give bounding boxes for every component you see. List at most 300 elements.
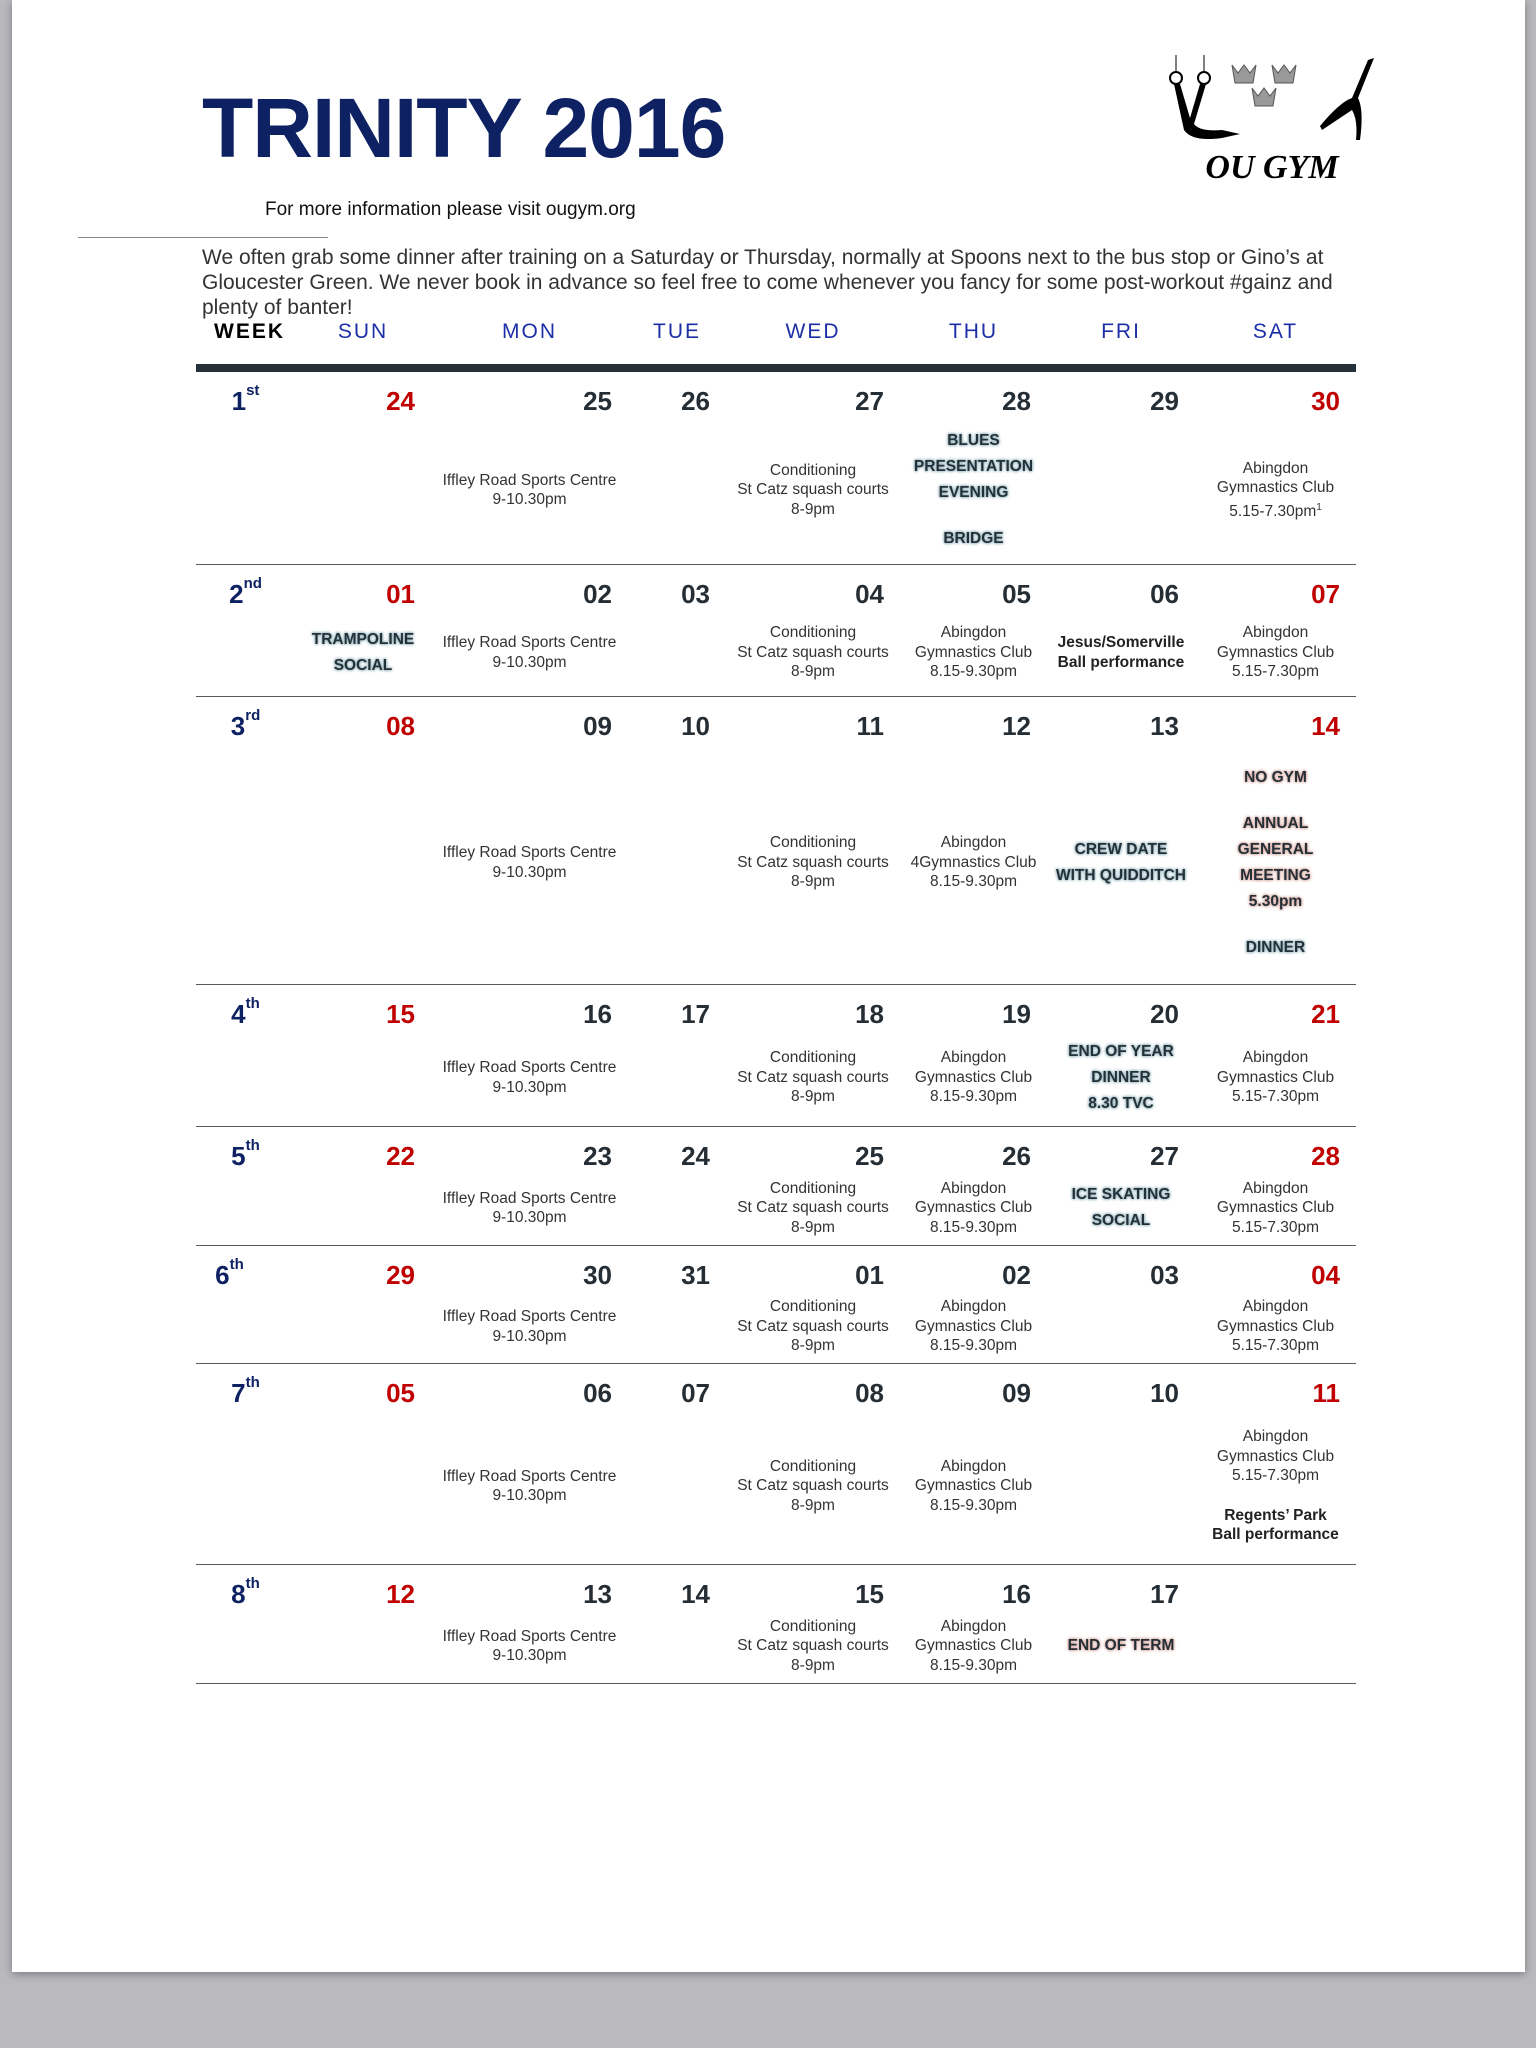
day-cell bbox=[628, 1246, 726, 1363]
event-line bbox=[915, 643, 1032, 663]
day-cell bbox=[1047, 1127, 1195, 1245]
week-suffix: th bbox=[245, 1374, 260, 1391]
event-line bbox=[915, 1218, 1032, 1238]
event bbox=[1217, 1179, 1334, 1238]
event-text: 8.15-9.30pm bbox=[929, 873, 1017, 891]
day-number: 01 bbox=[855, 1260, 884, 1290]
event-line bbox=[737, 1496, 889, 1516]
event bbox=[443, 1467, 617, 1506]
day-cell bbox=[628, 565, 726, 696]
event bbox=[911, 833, 1037, 892]
header-thu: THU bbox=[948, 320, 999, 343]
event-text: Gymnastics Club bbox=[1216, 1199, 1335, 1217]
event-text: END OF YEAR bbox=[1068, 1042, 1174, 1060]
event-text: Iffley Road Sports Centre bbox=[442, 1189, 617, 1207]
week-suffix: th bbox=[245, 1575, 260, 1592]
day-cell bbox=[628, 697, 726, 984]
event-text: St Catz squash courts bbox=[737, 643, 889, 661]
day-cell bbox=[726, 1127, 900, 1245]
event-line bbox=[914, 428, 1033, 454]
day-cell bbox=[1047, 565, 1195, 696]
ou-gym-logo bbox=[1162, 50, 1382, 190]
event-line bbox=[737, 643, 889, 663]
event-line bbox=[443, 1467, 617, 1487]
day-number: 01 bbox=[386, 579, 415, 609]
day-number: 21 bbox=[1311, 999, 1340, 1029]
day-cell bbox=[628, 985, 726, 1126]
event-text: Gymnastics Club bbox=[914, 643, 1033, 661]
event-line bbox=[1056, 837, 1186, 863]
event-line bbox=[1058, 653, 1185, 673]
day-number: 06 bbox=[1150, 579, 1179, 609]
day-number: 23 bbox=[583, 1141, 612, 1171]
event-text: CREW DATE bbox=[1074, 840, 1168, 858]
header-bar bbox=[196, 364, 1356, 372]
event-text: ICE SKATING bbox=[1071, 1186, 1171, 1203]
day-number: 22 bbox=[386, 1141, 415, 1171]
event-line bbox=[737, 1336, 889, 1356]
event-text: 8-9pm bbox=[791, 1337, 835, 1355]
event-text: Gymnastics Club bbox=[914, 1317, 1033, 1335]
event-line bbox=[915, 1496, 1032, 1516]
event-text: 4Gymnastics Club bbox=[910, 853, 1037, 871]
day-cell bbox=[726, 565, 900, 696]
event-text: 8.15-9.30pm bbox=[929, 1656, 1018, 1674]
event-text: Abingdon bbox=[940, 1049, 1007, 1067]
day-number: 11 bbox=[856, 711, 884, 741]
event-line bbox=[443, 1486, 617, 1506]
event-line bbox=[737, 853, 889, 873]
week-row bbox=[196, 985, 1356, 1127]
event-text: Abingdon bbox=[940, 834, 1007, 852]
event-line bbox=[915, 1179, 1032, 1199]
day-number: 27 bbox=[1150, 1141, 1179, 1171]
day-cell bbox=[726, 1246, 900, 1363]
event-line bbox=[1238, 811, 1314, 837]
event-line bbox=[1217, 662, 1334, 682]
day-number: 10 bbox=[1150, 1378, 1179, 1408]
day-cell bbox=[431, 1127, 628, 1245]
event-text: DINNER bbox=[1091, 1068, 1151, 1086]
day-cell bbox=[628, 372, 726, 564]
event-text: Conditioning bbox=[769, 834, 857, 852]
event-line bbox=[1217, 498, 1334, 522]
event-text: Regents’ Park bbox=[1224, 1506, 1327, 1524]
day-cell bbox=[1047, 372, 1195, 564]
event-text: Iffley Road Sports Centre bbox=[442, 844, 617, 861]
day-cell bbox=[900, 1364, 1047, 1564]
day-number: 03 bbox=[681, 579, 710, 609]
event-line bbox=[1217, 1179, 1334, 1199]
week-number: 5 bbox=[231, 1141, 246, 1171]
event-text: 8.15-9.30pm bbox=[929, 1088, 1018, 1106]
event-text: EVENING bbox=[938, 484, 1009, 501]
event-text: Iffley Road Sports Centre bbox=[442, 471, 617, 489]
day-cell bbox=[295, 372, 431, 564]
day-cell bbox=[1195, 1127, 1356, 1245]
event-line bbox=[1217, 643, 1334, 663]
event-text: 9-10.30pm bbox=[492, 491, 567, 508]
day-cell bbox=[1195, 697, 1356, 984]
day-number: 29 bbox=[386, 1260, 415, 1290]
day-cell bbox=[900, 1246, 1047, 1363]
event-line bbox=[915, 623, 1032, 643]
event-line bbox=[737, 833, 889, 853]
event-line bbox=[737, 1297, 889, 1317]
event-line bbox=[1244, 765, 1307, 791]
event-text: 5.15-7.30pm bbox=[1231, 1218, 1320, 1236]
event-line bbox=[1212, 1506, 1339, 1526]
event-text: 8-9pm bbox=[791, 1656, 835, 1674]
day-number: 05 bbox=[1002, 579, 1031, 609]
event-text: TRAMPOLINE bbox=[311, 630, 415, 648]
event bbox=[443, 1058, 617, 1097]
event-text: St Catz squash courts bbox=[737, 1068, 889, 1086]
event-text: ANNUAL bbox=[1242, 814, 1309, 832]
week-number: 6 bbox=[215, 1260, 230, 1290]
event-line bbox=[737, 662, 889, 682]
header-sun: SUN bbox=[337, 320, 389, 343]
event bbox=[915, 1457, 1032, 1516]
event-line bbox=[737, 500, 889, 520]
event-text: Abingdon bbox=[940, 624, 1007, 642]
day-cell bbox=[1195, 565, 1356, 696]
event-line bbox=[1217, 1218, 1334, 1238]
event-line bbox=[737, 1198, 889, 1218]
header-fri: FRI bbox=[1101, 320, 1141, 343]
week-label bbox=[196, 1374, 295, 1409]
event-text: 8-9pm bbox=[791, 1088, 835, 1106]
week-label bbox=[180, 1256, 279, 1291]
day-cell bbox=[295, 1364, 431, 1564]
event bbox=[737, 1457, 889, 1516]
event bbox=[1068, 1039, 1174, 1117]
event bbox=[915, 1297, 1032, 1356]
event-line bbox=[915, 1636, 1032, 1656]
event-line bbox=[1217, 459, 1334, 479]
day-cell bbox=[726, 697, 900, 984]
event-line bbox=[737, 1179, 889, 1199]
day-cell bbox=[628, 1565, 726, 1683]
event-text: 8-9pm bbox=[791, 663, 835, 681]
event bbox=[1244, 765, 1307, 791]
event-text: Conditioning bbox=[769, 624, 857, 642]
day-cell bbox=[295, 565, 431, 696]
event-text: Gymnastics Club bbox=[914, 1199, 1033, 1217]
event-line bbox=[1217, 1427, 1334, 1447]
event-line bbox=[1217, 1447, 1334, 1467]
day-cell bbox=[726, 985, 900, 1126]
week-suffix: nd bbox=[243, 575, 262, 592]
event-line bbox=[737, 872, 889, 892]
event bbox=[443, 1627, 617, 1666]
week-suffix: th bbox=[245, 1137, 260, 1154]
event-line bbox=[737, 1617, 889, 1637]
day-cell bbox=[900, 985, 1047, 1126]
event-line bbox=[443, 1208, 617, 1228]
header-week: WEEK bbox=[214, 320, 285, 343]
event-line bbox=[915, 1476, 1032, 1496]
day-number: 08 bbox=[855, 1378, 884, 1408]
event-line bbox=[1217, 1297, 1334, 1317]
event-text: Iffley Road Sports Centre bbox=[442, 1059, 617, 1076]
event-line bbox=[915, 1068, 1032, 1088]
week-row bbox=[196, 1364, 1356, 1565]
event-text: St Catz squash courts bbox=[737, 1477, 889, 1495]
week-label bbox=[196, 1575, 295, 1610]
calendar-page bbox=[12, 0, 1525, 1972]
event-text: 8-9pm bbox=[791, 1218, 835, 1236]
week-row bbox=[196, 1127, 1356, 1246]
event-line bbox=[737, 1457, 889, 1477]
day-number: 14 bbox=[1311, 711, 1340, 741]
event bbox=[1217, 1297, 1334, 1356]
event-text: St Catz squash courts bbox=[737, 853, 889, 871]
event-text: Abingdon bbox=[1242, 1298, 1309, 1316]
event bbox=[1238, 811, 1314, 915]
event bbox=[1068, 1633, 1175, 1659]
day-cell bbox=[295, 697, 431, 984]
event-text: Abingdon bbox=[1242, 1179, 1309, 1197]
event-text: Iffley Road Sports Centre bbox=[442, 1627, 617, 1645]
day-cell bbox=[431, 985, 628, 1126]
event bbox=[915, 1048, 1032, 1107]
event-text: Gymnastics Club bbox=[914, 1477, 1033, 1495]
event-line bbox=[443, 471, 617, 491]
week-label bbox=[196, 382, 295, 417]
event-line bbox=[443, 863, 617, 883]
event-text: 9-10.30pm bbox=[492, 1327, 567, 1345]
event bbox=[737, 1617, 889, 1676]
day-cell bbox=[1047, 1246, 1195, 1363]
event-line bbox=[914, 454, 1033, 480]
event bbox=[312, 627, 414, 679]
event-text: St Catz squash courts bbox=[737, 1637, 889, 1655]
event-text: Conditioning bbox=[769, 1617, 857, 1635]
day-cell bbox=[1195, 1364, 1356, 1564]
day-cell bbox=[1047, 985, 1195, 1126]
event bbox=[1058, 633, 1185, 672]
event-line bbox=[915, 1048, 1032, 1068]
day-number: 19 bbox=[1002, 999, 1031, 1029]
day-cell bbox=[1047, 697, 1195, 984]
intro-paragraph: We often grab some dinner after training on a Saturday or Thursday, normally at Spoons next to the bus stop or Gino’s at Gloucester Green. We never book in advance so feel free to come whenever you fancy for some post-workout #gainz and plenty of banter! bbox=[202, 246, 1333, 319]
event-text: 9-10.30pm bbox=[492, 1487, 567, 1504]
event bbox=[1056, 837, 1186, 889]
day-cell bbox=[431, 1364, 628, 1564]
week-label bbox=[196, 1137, 295, 1172]
divider bbox=[78, 237, 328, 238]
event-text: Gymnastics Club bbox=[1216, 1068, 1335, 1086]
event-line bbox=[911, 872, 1037, 892]
event-text: Conditioning bbox=[769, 1457, 857, 1475]
week-suffix: th bbox=[229, 1256, 244, 1273]
week-suffix: rd bbox=[245, 707, 261, 724]
day-number: 02 bbox=[583, 579, 612, 609]
event-line bbox=[737, 1656, 889, 1676]
event-text: Gymnastics Club bbox=[1216, 643, 1335, 661]
header-wed: WED bbox=[785, 320, 841, 343]
day-cell bbox=[628, 1127, 726, 1245]
event-text: 8.15-9.30pm bbox=[929, 1337, 1018, 1355]
event-text: Abingdon bbox=[940, 1298, 1007, 1316]
day-cell bbox=[900, 697, 1047, 984]
event-line bbox=[1217, 478, 1334, 498]
event-text: 5.30pm bbox=[1248, 892, 1303, 910]
event-text: 9-10.30pm bbox=[492, 1647, 567, 1664]
event-text: St Catz squash courts bbox=[737, 481, 889, 499]
event bbox=[1217, 1048, 1334, 1107]
event bbox=[915, 1179, 1032, 1238]
event-text: 5.15-7.30pm bbox=[1231, 663, 1320, 681]
event-text: SOCIAL bbox=[1091, 1212, 1151, 1229]
week-number: 2 bbox=[229, 579, 244, 609]
day-number: 05 bbox=[386, 1378, 415, 1408]
event-text: Gymnastics Club bbox=[1216, 1317, 1335, 1335]
day-number: 20 bbox=[1150, 999, 1179, 1029]
day-number: 24 bbox=[681, 1141, 710, 1171]
event-line bbox=[1068, 1065, 1174, 1091]
event-line bbox=[443, 1327, 617, 1347]
day-number: 04 bbox=[855, 579, 884, 609]
event-text: Abingdon bbox=[1242, 1428, 1309, 1446]
event-line bbox=[1238, 837, 1314, 863]
page-title: TRINITY 2016 bbox=[202, 81, 726, 175]
event-line bbox=[443, 633, 617, 653]
event-text: 8.30 TVC bbox=[1088, 1094, 1154, 1112]
day-cell bbox=[726, 1364, 900, 1564]
day-number: 04 bbox=[1311, 1260, 1340, 1290]
event-line bbox=[737, 1218, 889, 1238]
event-line bbox=[737, 480, 889, 500]
week-number: 8 bbox=[231, 1579, 246, 1609]
week-number: 4 bbox=[231, 999, 246, 1029]
day-number: 25 bbox=[583, 386, 612, 416]
event-line bbox=[1056, 863, 1186, 889]
day-number: 30 bbox=[1311, 386, 1340, 416]
event-text: 8-9pm bbox=[791, 873, 835, 891]
week-row bbox=[196, 565, 1356, 697]
event-text: 5.15-7.30pm bbox=[1229, 502, 1317, 520]
day-number: 12 bbox=[386, 1579, 415, 1609]
event-line bbox=[1217, 1068, 1334, 1088]
event-line bbox=[737, 1476, 889, 1496]
event bbox=[443, 1189, 617, 1228]
week-number: 1 bbox=[231, 386, 247, 416]
event bbox=[914, 428, 1033, 506]
event-text: Iffley Road Sports Centre bbox=[442, 1467, 617, 1485]
event-text: 8-9pm bbox=[791, 500, 835, 518]
event-text: Conditioning bbox=[769, 1179, 857, 1197]
event-text: Conditioning bbox=[769, 1049, 857, 1067]
day-cell bbox=[900, 1127, 1047, 1245]
day-cell bbox=[1047, 1565, 1195, 1683]
week-number: 7 bbox=[231, 1378, 246, 1408]
week-row bbox=[196, 1565, 1356, 1684]
event-text: 5.15-7.30pm bbox=[1231, 1467, 1320, 1485]
event-line bbox=[915, 1457, 1032, 1477]
event-text: Abingdon bbox=[940, 1457, 1007, 1475]
day-cell bbox=[900, 1565, 1047, 1683]
event-line bbox=[443, 1627, 617, 1647]
day-cell bbox=[726, 372, 900, 564]
event bbox=[1217, 623, 1334, 682]
event-line bbox=[737, 1068, 889, 1088]
event-line bbox=[1058, 633, 1185, 653]
day-number: 17 bbox=[681, 999, 710, 1029]
day-number: 28 bbox=[1311, 1141, 1340, 1171]
event-line bbox=[1072, 1208, 1171, 1234]
event-line bbox=[915, 1656, 1032, 1676]
footnote-marker: 1 bbox=[1316, 501, 1322, 513]
day-number: 06 bbox=[583, 1378, 612, 1408]
event bbox=[915, 623, 1032, 682]
event bbox=[943, 526, 1003, 552]
day-cell bbox=[1195, 1565, 1356, 1683]
event bbox=[443, 843, 617, 882]
event-line bbox=[1068, 1633, 1175, 1659]
event-text: 8.15-9.30pm bbox=[929, 663, 1018, 681]
event-text: WITH QUIDDITCH bbox=[1055, 866, 1186, 884]
event-line bbox=[1217, 1198, 1334, 1218]
event-text: Abingdon bbox=[1242, 624, 1309, 642]
event-line bbox=[943, 526, 1003, 552]
day-cell bbox=[726, 1565, 900, 1683]
day-number: 11 bbox=[1312, 1378, 1340, 1408]
event-line bbox=[737, 623, 889, 643]
week-number: 3 bbox=[230, 711, 246, 741]
event-line bbox=[1217, 1466, 1334, 1486]
svg-text:OU GYM: OU GYM bbox=[1205, 149, 1339, 186]
event bbox=[737, 833, 889, 892]
event-text: 5.15-7.30pm bbox=[1231, 1337, 1320, 1355]
event-text: 9-10.30pm bbox=[492, 863, 567, 881]
day-number: 28 bbox=[1002, 386, 1031, 416]
header-mon: MON bbox=[502, 320, 557, 343]
week-label bbox=[196, 995, 295, 1030]
day-number: 26 bbox=[681, 386, 710, 416]
event-text: NO GYM bbox=[1244, 768, 1307, 786]
event-text: Iffley Road Sports Centre bbox=[442, 1308, 617, 1325]
event-line bbox=[1068, 1039, 1174, 1065]
event-line bbox=[443, 1646, 617, 1666]
event-line bbox=[443, 1189, 617, 1209]
event-text: Iffley Road Sports Centre bbox=[442, 634, 617, 651]
event-line bbox=[1238, 889, 1314, 915]
day-number: 13 bbox=[583, 1579, 612, 1609]
day-number: 14 bbox=[681, 1579, 710, 1609]
day-number: 02 bbox=[1002, 1260, 1031, 1290]
event-line bbox=[1212, 1525, 1339, 1545]
event-text: Gymnastics Club bbox=[1216, 1447, 1335, 1465]
event-line bbox=[737, 461, 889, 481]
day-number: 18 bbox=[855, 999, 884, 1029]
event bbox=[443, 1307, 617, 1346]
week-label bbox=[196, 707, 295, 742]
event-text: 5.15-7.30pm bbox=[1231, 1088, 1320, 1106]
event-line bbox=[443, 653, 617, 673]
day-number: 08 bbox=[386, 711, 415, 741]
event-text: St Catz squash courts bbox=[737, 1199, 889, 1217]
day-number: 31 bbox=[681, 1260, 710, 1290]
event bbox=[915, 1617, 1032, 1676]
event-text: Conditioning bbox=[769, 1298, 857, 1316]
day-number: 16 bbox=[583, 999, 612, 1029]
event-line bbox=[1072, 1182, 1171, 1208]
event-line bbox=[737, 1636, 889, 1656]
event-text: Abingdon bbox=[1242, 459, 1309, 477]
day-cell bbox=[900, 372, 1047, 564]
